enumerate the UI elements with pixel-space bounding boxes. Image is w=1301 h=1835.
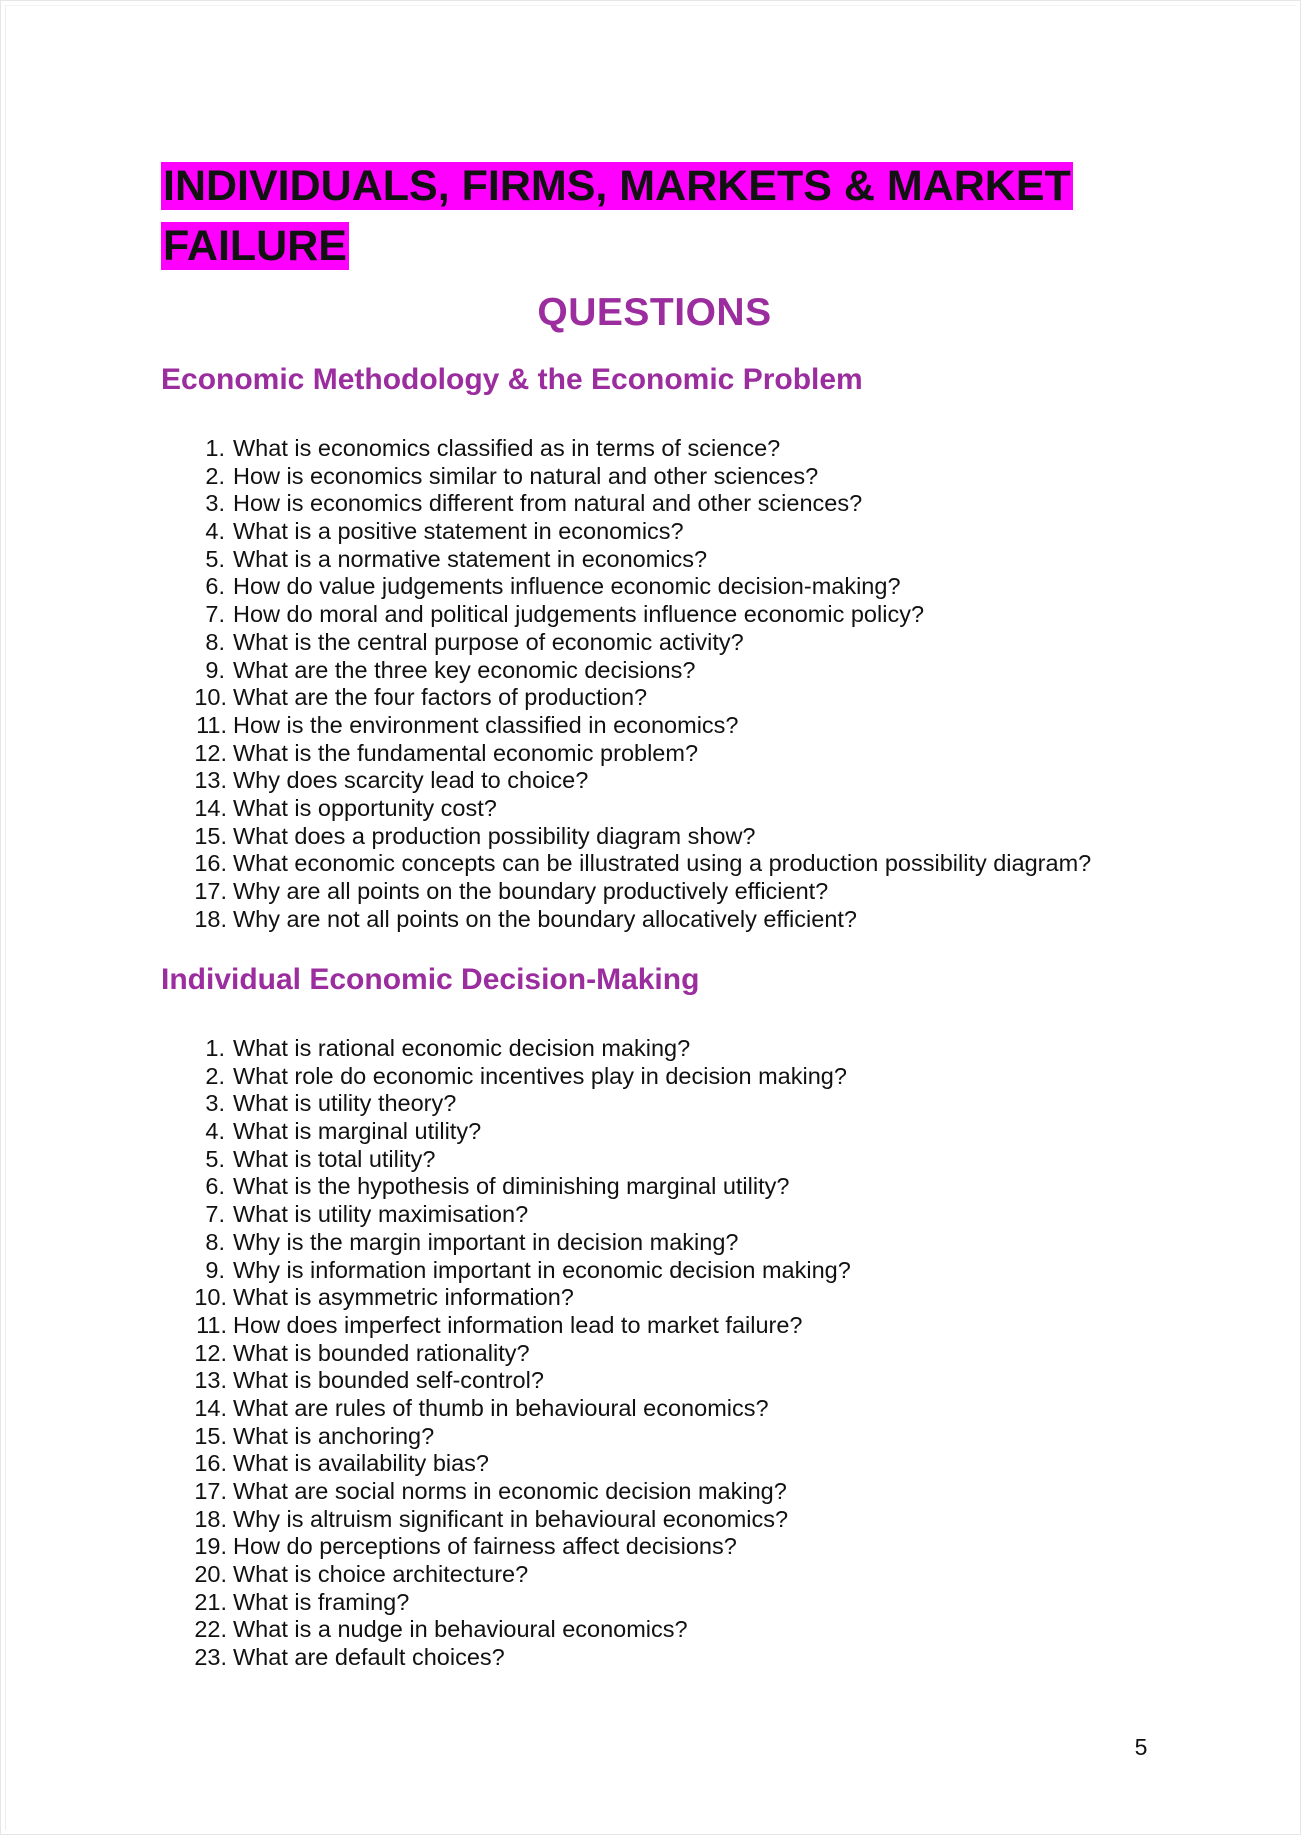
list-item bbox=[1, 629, 1201, 657]
question-number: 21. bbox=[194, 1588, 227, 1615]
question-number: 14. bbox=[194, 794, 227, 821]
list-item bbox=[1, 1423, 1201, 1451]
list-item bbox=[1, 1146, 1201, 1174]
question-text: What are rules of thumb in behavioural economics? bbox=[233, 1394, 769, 1421]
question-text: How do moral and political judgements influence economic policy? bbox=[233, 601, 925, 628]
question-list-individual-decision-making bbox=[1, 1035, 1201, 1672]
list-item bbox=[1, 573, 1201, 601]
question-number: 17. bbox=[194, 1478, 227, 1504]
question-number: 18. bbox=[194, 905, 227, 932]
question-number: 9. bbox=[205, 656, 225, 683]
title-highlight: INDIVIDUALS, FIRMS, MARKETS & MARKET FAILURE bbox=[163, 162, 1071, 270]
question-number: 3. bbox=[205, 1090, 225, 1117]
question-text: How is economics different from natural and other sciences? bbox=[233, 490, 863, 517]
question-number: 2. bbox=[205, 1062, 225, 1089]
list-item bbox=[1, 1284, 1201, 1312]
list-item bbox=[1, 601, 1201, 629]
list-item bbox=[1, 1589, 1201, 1617]
section-heading-individual-decision-making: Individual Economic Decision-Making bbox=[161, 963, 700, 996]
question-number: 9. bbox=[205, 1256, 225, 1283]
question-number: 18. bbox=[194, 1505, 227, 1532]
question-text: How does imperfect information lead to market failure? bbox=[233, 1311, 803, 1338]
list-item bbox=[1, 850, 1201, 878]
question-text: What are default choices? bbox=[233, 1644, 505, 1671]
question-text: How do perceptions of fairness affect decisions? bbox=[233, 1533, 737, 1560]
question-text: What is utility maximisation? bbox=[233, 1201, 529, 1228]
list-item bbox=[1, 684, 1201, 712]
question-number: 5. bbox=[205, 545, 225, 572]
list-item bbox=[1, 878, 1201, 906]
question-text: What is a nudge in behavioural economics? bbox=[233, 1616, 688, 1643]
question-number: 20. bbox=[194, 1561, 227, 1588]
question-number: 4. bbox=[205, 518, 225, 545]
list-item bbox=[1, 1616, 1201, 1644]
question-text: What role do economic incentives play in decision making? bbox=[233, 1062, 847, 1089]
question-number: 4. bbox=[205, 1118, 225, 1145]
list-item bbox=[1, 1450, 1201, 1478]
question-text: What is marginal utility? bbox=[233, 1118, 482, 1145]
question-number: 17. bbox=[194, 878, 227, 904]
question-text: How do value judgements influence economic decision-making? bbox=[233, 573, 901, 600]
list-item bbox=[1, 1201, 1201, 1229]
question-number: 7. bbox=[205, 1201, 225, 1228]
question-number: 19. bbox=[194, 1533, 227, 1560]
list-item bbox=[1, 1312, 1201, 1340]
question-text: What is availability bias? bbox=[233, 1450, 489, 1477]
question-text: What economic concepts can be illustrated using a production possibility diagram? bbox=[233, 850, 1092, 877]
list-item bbox=[1, 1506, 1201, 1534]
question-number: 1. bbox=[205, 1035, 225, 1061]
question-number: 12. bbox=[194, 1339, 227, 1366]
question-number: 3. bbox=[205, 490, 225, 517]
list-item bbox=[1, 1533, 1201, 1561]
question-number: 14. bbox=[194, 1394, 227, 1421]
list-item bbox=[1, 1063, 1201, 1091]
list-item bbox=[1, 1118, 1201, 1146]
question-text: Why are not all points on the boundary allocatively efficient? bbox=[233, 905, 857, 932]
list-item bbox=[1, 1367, 1201, 1395]
question-text: What is bounded rationality? bbox=[233, 1339, 530, 1366]
list-item bbox=[1, 795, 1201, 823]
questions-heading: QUESTIONS bbox=[537, 291, 772, 334]
question-number: 6. bbox=[205, 1173, 225, 1200]
list-item bbox=[1, 1395, 1201, 1423]
list-item bbox=[1, 1644, 1201, 1672]
question-number: 15. bbox=[194, 1422, 227, 1449]
question-number: 13. bbox=[194, 1367, 227, 1394]
question-text: What is total utility? bbox=[233, 1145, 436, 1172]
list-item bbox=[1, 518, 1201, 546]
list-item bbox=[1, 1035, 1201, 1063]
list-item bbox=[1, 1229, 1201, 1257]
document-title bbox=[161, 156, 1101, 276]
question-number: 11. bbox=[196, 1311, 227, 1338]
list-item bbox=[1, 657, 1201, 685]
question-number: 10. bbox=[194, 1284, 227, 1311]
question-text: What is economics classified as in terms of science? bbox=[233, 435, 781, 461]
question-number: 16. bbox=[194, 1450, 227, 1477]
list-item bbox=[1, 1340, 1201, 1368]
question-number: 23. bbox=[194, 1644, 227, 1671]
list-item bbox=[1, 740, 1201, 768]
list-item bbox=[1, 767, 1201, 795]
question-text: What is the hypothesis of diminishing marginal utility? bbox=[233, 1173, 790, 1200]
question-text: How is the environment classified in economics? bbox=[233, 711, 739, 738]
question-text: What is rational economic decision making? bbox=[233, 1035, 691, 1061]
question-number: 11. bbox=[196, 711, 227, 738]
page-number: 5 bbox=[1134, 1734, 1148, 1760]
question-text: Why is altruism significant in behavioural economics? bbox=[233, 1505, 789, 1532]
question-number: 2. bbox=[205, 462, 225, 489]
list-item bbox=[1, 490, 1201, 518]
list-item bbox=[1, 463, 1201, 491]
question-number: 5. bbox=[205, 1145, 225, 1172]
list-item bbox=[1, 435, 1201, 463]
question-text: What is framing? bbox=[233, 1588, 410, 1615]
question-number: 16. bbox=[194, 850, 227, 877]
question-number: 10. bbox=[194, 684, 227, 711]
question-text: What is the central purpose of economic activity? bbox=[233, 628, 744, 655]
question-text: What is a normative statement in economics? bbox=[233, 545, 708, 572]
list-item bbox=[1, 1561, 1201, 1589]
question-number: 1. bbox=[205, 435, 225, 461]
question-text: Why is the margin important in decision making? bbox=[233, 1228, 739, 1255]
question-list-economic-methodology bbox=[1, 435, 1201, 933]
list-item bbox=[1, 1090, 1201, 1118]
question-text: What does a production possibility diagram show? bbox=[233, 822, 756, 849]
question-text: Why does scarcity lead to choice? bbox=[233, 767, 589, 794]
question-text: Why is information important in economic decision making? bbox=[233, 1256, 851, 1283]
list-item bbox=[1, 712, 1201, 740]
question-text: Why are all points on the boundary productively efficient? bbox=[233, 878, 829, 904]
list-item bbox=[1, 823, 1201, 851]
list-item bbox=[1, 906, 1201, 934]
question-text: What is utility theory? bbox=[233, 1090, 457, 1117]
question-number: 22. bbox=[194, 1616, 227, 1643]
question-number: 7. bbox=[205, 601, 225, 628]
question-text: What are the three key economic decisions? bbox=[233, 656, 696, 683]
list-item bbox=[1, 546, 1201, 574]
question-number: 8. bbox=[205, 1228, 225, 1255]
list-item bbox=[1, 1257, 1201, 1285]
question-text: How is economics similar to natural and other sciences? bbox=[233, 462, 819, 489]
question-text: What are social norms in economic decision making? bbox=[233, 1478, 787, 1504]
question-text: What is a positive statement in economics? bbox=[233, 518, 684, 545]
question-number: 6. bbox=[205, 573, 225, 600]
question-number: 13. bbox=[194, 767, 227, 794]
question-text: What is anchoring? bbox=[233, 1422, 435, 1449]
question-number: 8. bbox=[205, 628, 225, 655]
question-number: 12. bbox=[194, 739, 227, 766]
section-heading-economic-methodology: Economic Methodology & the Economic Problem bbox=[161, 363, 863, 396]
question-text: What are the four factors of production? bbox=[233, 684, 648, 711]
question-text: What is bounded self-control? bbox=[233, 1367, 544, 1394]
question-text: What is asymmetric information? bbox=[233, 1284, 574, 1311]
question-number: 15. bbox=[194, 822, 227, 849]
question-text: What is choice architecture? bbox=[233, 1561, 529, 1588]
list-item bbox=[1, 1478, 1201, 1506]
question-text: What is opportunity cost? bbox=[233, 794, 497, 821]
question-text: What is the fundamental economic problem? bbox=[233, 739, 699, 766]
list-item bbox=[1, 1173, 1201, 1201]
